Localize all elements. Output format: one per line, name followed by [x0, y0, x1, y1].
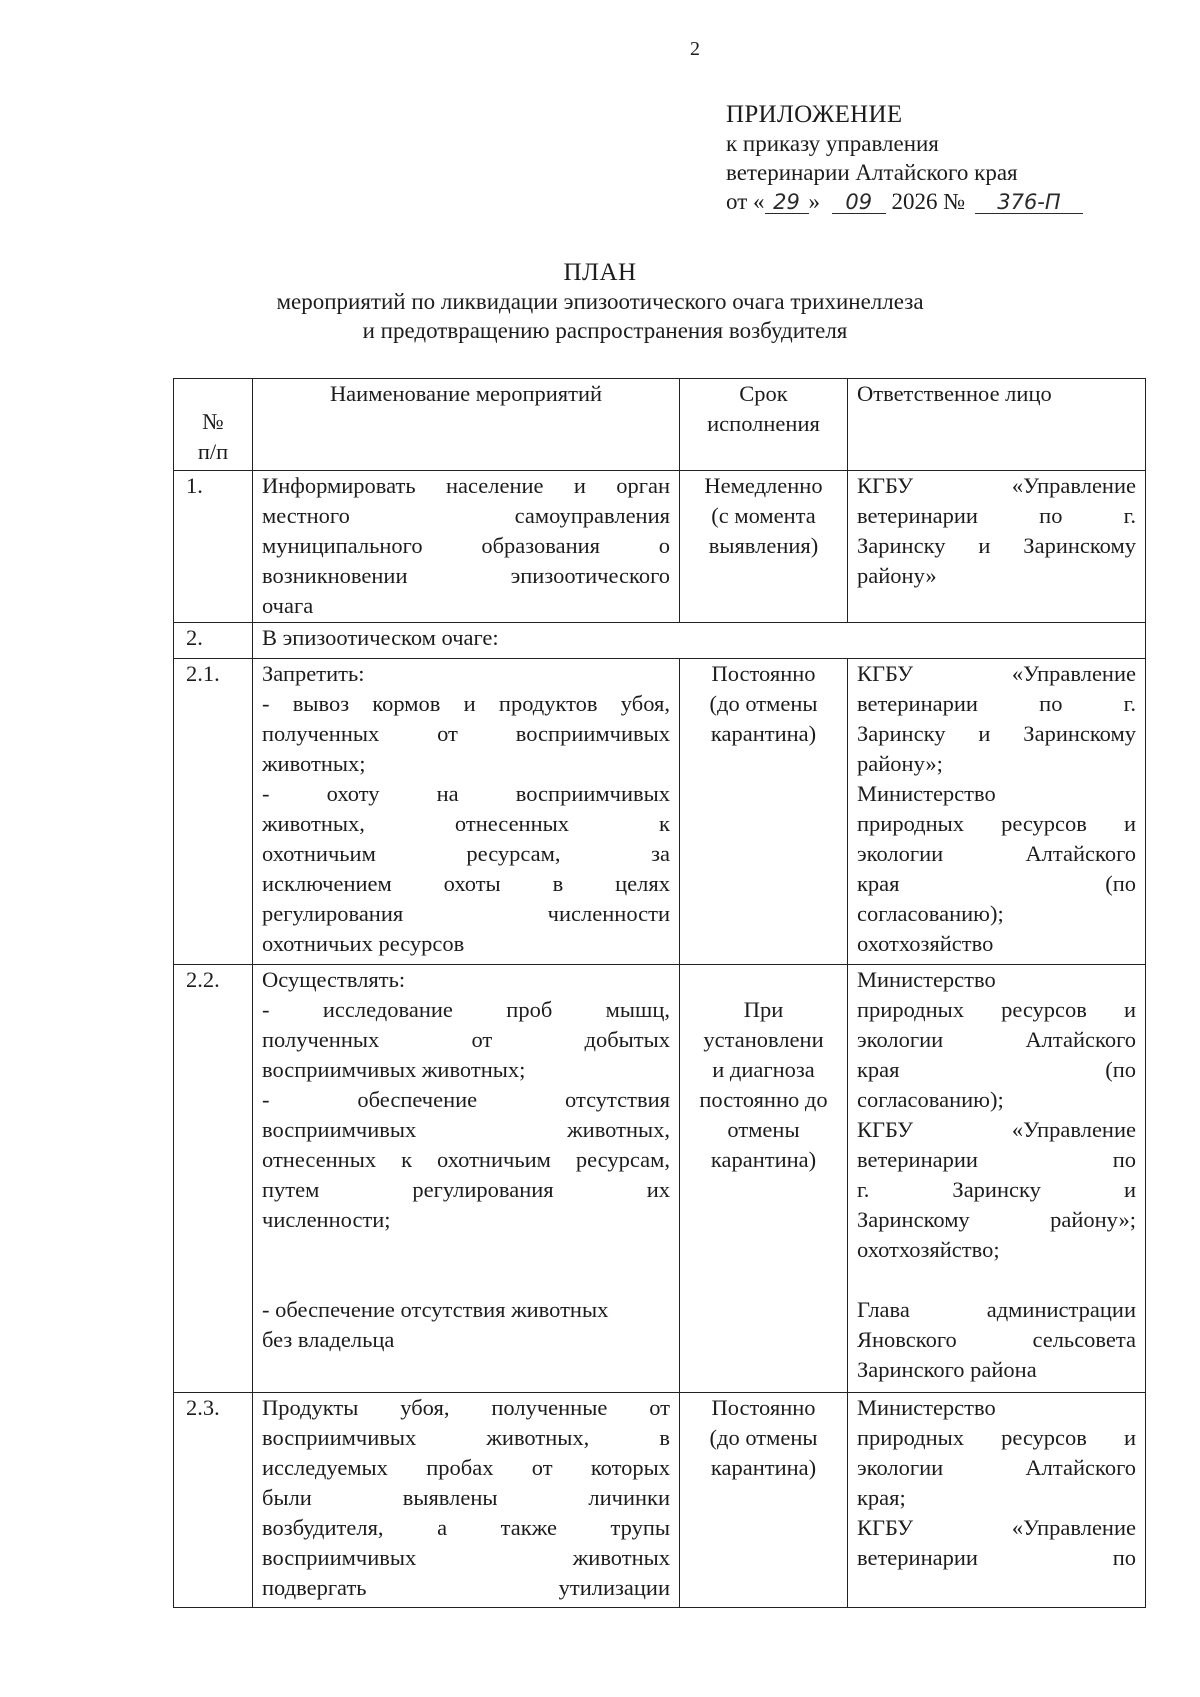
row-number: 2.2. [174, 965, 253, 1393]
responsible-line: природных ресурсов и [857, 1425, 1136, 1450]
row-number: 1. [174, 471, 253, 623]
activity-line: исследуемых пробах от которых [262, 1455, 670, 1480]
row-term [680, 659, 848, 965]
responsible-line: Заринску и Заринскому [857, 721, 1136, 746]
row-number: 2. [174, 623, 253, 659]
activity-line: муниципального образования о [262, 533, 670, 558]
responsible-line: району» [857, 563, 937, 588]
row-term [680, 965, 848, 1393]
responsible-line: охотхозяйство [857, 931, 994, 956]
activity-line: - охоту на восприимчивых [262, 781, 670, 806]
responsible-line: Министерство [857, 967, 996, 992]
responsible-line: экологии Алтайского [857, 1455, 1136, 1480]
table-header-row [174, 379, 1146, 471]
header-responsible: Ответственное лицо [848, 379, 1146, 471]
order-from-label: от « [726, 189, 765, 214]
header-name: Наименование мероприятий [253, 379, 680, 471]
handwritten-month: 09 [832, 191, 886, 214]
responsible-line: КГБУ «Управление [857, 1117, 1136, 1142]
appendix-line-2: ветеринарии Алтайского края [726, 160, 1018, 185]
handwritten-order-number: 376-П [975, 191, 1083, 214]
header-number-line-2: п/п [197, 439, 229, 464]
responsible-line: ветеринарии по г. [857, 503, 1136, 528]
table-row [174, 1393, 1146, 1608]
responsible-line: ветеринарии по [857, 1545, 1136, 1570]
responsible-line: Заринску и Заринскому [857, 533, 1136, 558]
activity-line: исключением охоты в целях [262, 871, 670, 896]
plan-table [173, 378, 1146, 1608]
responsible-line: Глава администрации [857, 1297, 1136, 1322]
activity-line: Продукты убоя, полученные от [262, 1395, 670, 1420]
section-label: В эпизоотическом очаге: [253, 623, 1146, 659]
responsible-line: края; [857, 1485, 906, 1510]
activity-line: восприимчивых животных; [262, 1057, 526, 1082]
activity-line: полученных от восприимчивых [262, 721, 670, 746]
term-line: карантина) [710, 1147, 817, 1172]
activity-line: путем регулирования их [262, 1177, 670, 1202]
spacer [857, 1265, 1136, 1295]
term-line: Постоянно [711, 661, 816, 686]
order-year-number-label: 2026 № [891, 189, 966, 214]
responsible-line: КГБУ «Управление [857, 1515, 1136, 1540]
activity-line: охотничьих ресурсов [262, 931, 465, 956]
row-term [680, 471, 848, 623]
row-responsible [848, 471, 1146, 623]
term-line: установлени [703, 1027, 824, 1052]
row-activity [253, 1393, 680, 1608]
activity-line: - обеспечение отсутствия животных [262, 1297, 609, 1322]
responsible-line: согласованию); [857, 1087, 1004, 1112]
term-line: карантина) [710, 721, 817, 746]
activity-line: возбудителя, а также трупы [262, 1515, 670, 1540]
term-line: (с момента [711, 503, 816, 528]
header-term [680, 379, 848, 471]
term-line: отмены [727, 1117, 800, 1142]
responsible-line: ветеринарии по г. [857, 691, 1136, 716]
order-close-quote: » [808, 189, 820, 214]
row-responsible [848, 1393, 1146, 1608]
responsible-line: края (по [857, 1057, 1136, 1082]
responsible-line: КГБУ «Управление [857, 661, 1136, 686]
activity-line: отнесенных к охотничьим ресурсам, [262, 1147, 670, 1172]
term-line: Постоянно [711, 1395, 816, 1420]
header-number-line-1: № [202, 409, 224, 434]
term-line: и диагноза [712, 1057, 815, 1082]
row-number: 2.3. [174, 1393, 253, 1608]
plan-subtitle-2: и предотвращению распространения возбудителя [362, 318, 848, 343]
responsible-line: Министерство [857, 781, 996, 806]
term-line: Немедленно [704, 473, 823, 498]
plan-title: ПЛАН [563, 259, 637, 286]
header-term-line-1: Срок [739, 381, 788, 406]
responsible-line: края (по [857, 871, 1136, 896]
responsible-line: природных ресурсов и [857, 811, 1136, 836]
activity-line: животных; [262, 751, 366, 776]
responsible-line: Министерство [857, 1395, 996, 1420]
activity-line: восприимчивых животных, в [262, 1425, 670, 1450]
activity-line: восприимчивых животных, [262, 1117, 670, 1142]
row-number: 2.1. [174, 659, 253, 965]
plan-subtitle-1: мероприятий по ликвидации эпизоотического очага трихинеллеза [276, 289, 924, 314]
activity-line: были выявлены личинки [262, 1485, 670, 1510]
activity-line: Осуществлять: [262, 967, 406, 992]
term-line: (до отмены [709, 1425, 818, 1450]
term-line: При [743, 997, 784, 1022]
responsible-line: экологии Алтайского [857, 841, 1136, 866]
row-responsible [848, 659, 1146, 965]
row-activity [253, 659, 680, 965]
appendix-line-1: к приказу управления [726, 131, 939, 156]
responsible-line: району»; [857, 751, 943, 776]
activity-line: Запретить: [262, 661, 365, 686]
row-activity [253, 471, 680, 623]
appendix-block [726, 100, 1083, 216]
activity-line: местного самоуправления [262, 503, 670, 528]
header-number [174, 379, 253, 471]
handwritten-day: 29 [765, 191, 809, 214]
page-number: 2 [690, 38, 700, 60]
activity-line: Информировать население и орган [262, 473, 670, 498]
plan-heading [0, 258, 1200, 345]
table-row [174, 623, 1146, 659]
activity-line: полученных от добытых [262, 1027, 670, 1052]
row-responsible [848, 965, 1146, 1393]
responsible-line: КГБУ «Управление [857, 473, 1136, 498]
row-term [680, 1393, 848, 1608]
table-row [174, 965, 1146, 1393]
activity-line: численности; [262, 1207, 391, 1232]
activity-line: очага [262, 593, 314, 618]
activity-line: охотничьим ресурсам, за [262, 841, 670, 866]
responsible-line: Заринского района [857, 1357, 1037, 1382]
term-line: (до отмены [709, 691, 818, 716]
term-line: постоянно до [699, 1087, 828, 1112]
term-line: карантина) [710, 1455, 817, 1480]
responsible-line: экологии Алтайского [857, 1027, 1136, 1052]
responsible-line: ветеринарии по [857, 1147, 1136, 1172]
responsible-line: Яновского сельсовета [857, 1327, 1136, 1352]
spacer [262, 1235, 670, 1295]
activity-line: - обеспечение отсутствия [262, 1087, 670, 1112]
activity-line: возникновении эпизоотического [262, 563, 670, 588]
appendix-title: ПРИЛОЖЕНИЕ [726, 101, 903, 128]
activity-line: животных, отнесенных к [262, 811, 670, 836]
responsible-line: г. Заринску и [857, 1177, 1136, 1202]
responsible-line: согласованию); [857, 901, 1004, 926]
order-date-line [726, 187, 1083, 216]
table-row [174, 659, 1146, 965]
activity-line: регулирования численности [262, 901, 670, 926]
responsible-line: Заринскому району»; [857, 1207, 1136, 1232]
responsible-line: охотхозяйство; [857, 1237, 1000, 1262]
term-line: выявления) [708, 533, 819, 558]
activity-line: - исследование проб мышц, [262, 997, 670, 1022]
row-activity [253, 965, 680, 1393]
table-row [174, 471, 1146, 623]
activity-line: подвергать утилизации [262, 1575, 670, 1600]
header-term-line-2: исполнения [707, 411, 820, 436]
activity-line: без владельца [262, 1327, 395, 1352]
activity-line: восприимчивых животных [262, 1545, 670, 1570]
responsible-line: природных ресурсов и [857, 997, 1136, 1022]
activity-line: - вывоз кормов и продуктов убоя, [262, 691, 670, 716]
